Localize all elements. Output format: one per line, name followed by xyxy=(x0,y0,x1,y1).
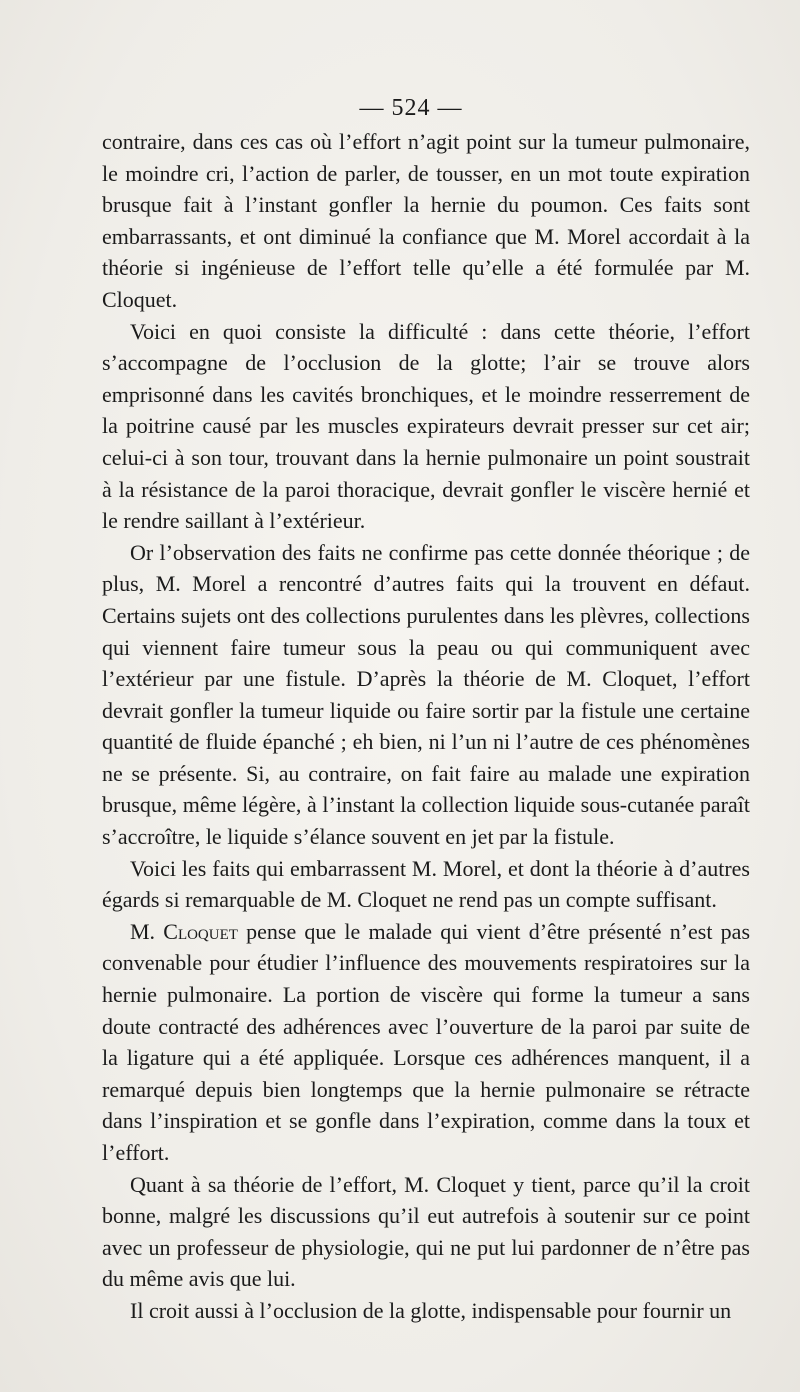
paragraph-2: Voici en quoi consiste la difficulté : dans cette théorie, l’effort s’accompagne de l’occlusion de la glotte; l’air se trouve alors emprisonné dans les cavités bronchiques, et le moindre resserrement de la poitrine causé par les muscles expirateurs devrait presser sur cet air; celui-ci à son tour, trouvant dans la hernie pulmonaire un point soustrait à la résistance de la paroi thoracique, devrait gonfler le viscère hernié et le rendre saillant à l’extérieur. xyxy=(102,318,750,534)
paragraph-5-text: pense que le malade qui vient d’être présenté n’est pas convenable pour étudier l’influence des mouvements respiratoires sur la hernie pulmonaire. La portion de viscère qui forme la tumeur a sans doute contracté des adhérences avec l’ouverture de la paroi par suite de la ligature qui a été appliquée. Lorsque ces adhérences manquent, il a remarqué depuis bien longtemps que la hernie pulmonaire se rétracte dans l’inspiration et se gonfle dans l’expiration, comme dans la toux et l’effort. xyxy=(102,918,750,1165)
page-number: — 524 — xyxy=(359,95,463,121)
paragraph-7: Il croit aussi à l’occlusion de la glotte, indispensable pour fournir un xyxy=(130,1297,732,1323)
paragraph-4: Voici les faits qui embarrassent M. Morel, et dont la théorie à d’autres égards si remarquable de M. Cloquet ne rend pas un compte suffisant. xyxy=(102,855,750,913)
paragraph-3: Or l’observation des faits ne confirme pas cette donnée théorique ; de plus, M. Morel a rencontré d’autres faits qui la trouvent en défaut. Certains sujets ont des collections purulentes dans les plèvres, collections qui viennent faire tumeur sous la peau ou qui communiquent avec l’extérieur par une fistule. D’après la théorie de M. Cloquet, l’effort devrait gonfler la tumeur liquide ou faire sortir par la fistule une certaine quantité de fluide épanché ; eh bien, ni l’un ni l’autre de ces phénomènes ne se présente. Si, au contraire, on fait faire au malade une expiration brusque, même légère, à l’instant la collection liquide sous-cutanée paraît s’accroître, le liquide s’élance souvent en jet par la fistule. xyxy=(102,539,750,850)
speaker-name: M. Cloquet xyxy=(130,918,238,944)
paragraph-5 xyxy=(102,916,750,1169)
page-body xyxy=(102,126,750,1327)
paragraph-6: Quant à sa théorie de l’effort, M. Cloquet y tient, parce qu’il la croit bonne, malgré les discussions qu’il eut autrefois à soutenir sur ce point avec un professeur de physiologie, qui ne put lui pardonner de n’être pas du même avis que lui. xyxy=(102,1171,750,1292)
paragraph-1: contraire, dans ces cas où l’effort n’agit point sur la tumeur pulmonaire, le moindre cri, l’action de parler, de tousser, en un mot toute expiration brusque fait à l’instant gonfler la hernie du poumon. Ces faits sont embarrassants, et ont diminué la confiance que M. Morel accordait à la théorie si ingénieuse de l’effort telle qu’elle a été formulée par M. Cloquet. xyxy=(102,129,750,312)
